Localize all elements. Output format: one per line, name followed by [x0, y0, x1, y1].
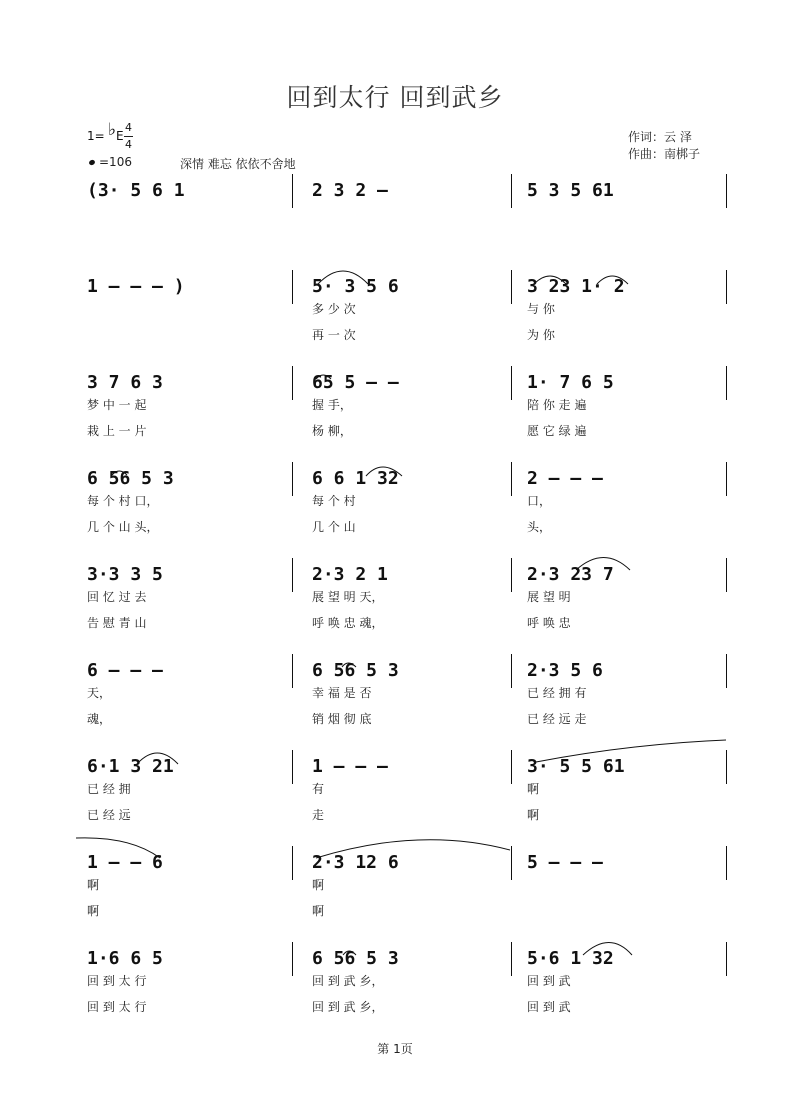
- bar-line: [726, 462, 727, 496]
- song-title: 回到太行 回到武乡: [286, 83, 504, 112]
- lyric-verse-2: 已 经 远 走: [527, 712, 587, 726]
- lyric-verse-1: 展 望 明: [527, 590, 571, 604]
- note-sequence: 2·3 5 6: [527, 660, 603, 681]
- lyric-verse-1: 每 个 村: [312, 494, 356, 508]
- lyric-verse-2: 杨 柳，: [312, 424, 352, 438]
- lyric-verse-1: 展 望 明 天，: [312, 590, 384, 604]
- note-sequence: 3·3 3 5: [87, 564, 163, 585]
- note-sequence: 5 3 5 61: [527, 180, 614, 201]
- note-sequence: 1· 7 6 5: [527, 372, 614, 393]
- bar-line: [292, 846, 293, 880]
- quarter-note-icon: [88, 159, 96, 166]
- note-sequence: (3· 5 6 1: [87, 180, 185, 201]
- lyric-verse-2: 啊: [527, 808, 540, 822]
- note-sequence: 3· 5 5 61: [527, 756, 625, 777]
- note-sequence: 3 7 6 3: [87, 372, 163, 393]
- bar-line: [511, 174, 512, 208]
- bar-line: [511, 270, 512, 304]
- bar-line: [292, 558, 293, 592]
- lyric-verse-2: 为 你: [527, 328, 555, 342]
- note-sequence: 1 – – 6: [87, 852, 163, 873]
- bar-line: [726, 174, 727, 208]
- note-sequence: 1 – – – ): [87, 276, 185, 297]
- bar-line: [511, 846, 512, 880]
- lyric-verse-2: 回 到 太 行: [87, 1000, 147, 1014]
- lyric-verse-1: 天，: [87, 686, 112, 700]
- bar-line: [511, 462, 512, 496]
- bar-line: [292, 462, 293, 496]
- lyric-verse-2: 栽 上 一 片: [87, 424, 147, 438]
- lyric-verse-2: 回 到 武 乡，: [312, 1000, 384, 1014]
- lyric-verse-1: 回 忆 过 去: [87, 590, 147, 604]
- note-sequence: 5· 3 5 6: [312, 276, 399, 297]
- bar-line: [726, 942, 727, 976]
- composer-credit: 作曲：南梆子: [628, 147, 701, 161]
- bar-line: [511, 558, 512, 592]
- bar-line: [511, 366, 512, 400]
- flat-icon: ♭: [108, 120, 117, 140]
- time-denominator: 4: [125, 138, 132, 151]
- lyric-verse-2: 啊: [87, 904, 100, 918]
- key-one: 1=: [87, 129, 105, 143]
- lyric-verse-1: 已 经 拥: [87, 782, 131, 796]
- bar-line: [726, 654, 727, 688]
- note-sequence: 6 – – –: [87, 660, 163, 681]
- expression-mark: 深情 难忘 依依不舍地: [180, 157, 296, 171]
- lyric-verse-1: 陪 你 走 遍: [527, 398, 587, 412]
- lyricist-credit: 作词：云 泽: [628, 130, 692, 144]
- lyric-verse-2: 再 一 次: [312, 328, 356, 342]
- lyric-verse-2: 已 经 远: [87, 808, 131, 822]
- lyric-verse-2: 走: [312, 808, 325, 822]
- lyric-verse-1: 啊: [87, 878, 100, 892]
- lyric-verse-2: 几 个 山: [312, 520, 356, 534]
- note-sequence: 2·3 23 7: [527, 564, 614, 585]
- note-sequence: 6 6 1 32: [312, 468, 399, 489]
- bar-line: [726, 750, 727, 784]
- bar-line: [726, 366, 727, 400]
- lyric-verse-1: 回 到 太 行: [87, 974, 147, 988]
- note-sequence: 6 56 5 3: [87, 468, 174, 489]
- note-sequence: 5 – – –: [527, 852, 603, 873]
- bar-line: [511, 654, 512, 688]
- bar-line: [292, 942, 293, 976]
- lyric-verse-2: 魂，: [87, 712, 112, 726]
- note-sequence: 3 23 1· 2: [527, 276, 625, 297]
- key-letter: E: [116, 129, 124, 143]
- lyric-verse-1: 多 少 次: [312, 302, 356, 316]
- lyric-verse-2: 告 慰 青 山: [87, 616, 147, 630]
- note-sequence: 2 – – –: [527, 468, 603, 489]
- lyric-verse-1: 回 到 武 乡，: [312, 974, 384, 988]
- time-divider: [124, 136, 133, 137]
- note-sequence: 1 – – –: [312, 756, 388, 777]
- note-sequence: 6·1 3 21: [87, 756, 174, 777]
- bar-line: [292, 366, 293, 400]
- lyric-verse-2: 头，: [527, 520, 552, 534]
- lyric-verse-1: 回 到 武: [527, 974, 571, 988]
- tempo-mark: =106: [99, 155, 132, 169]
- lyric-verse-1: 握 手，: [312, 398, 352, 412]
- note-sequence: 65 5 – –: [312, 372, 399, 393]
- note-sequence: 1·6 6 5: [87, 948, 163, 969]
- lyric-verse-2: 销 烟 彻 底: [312, 712, 372, 726]
- note-sequence: 2·3 2 1: [312, 564, 388, 585]
- bar-line: [292, 654, 293, 688]
- bar-line: [292, 750, 293, 784]
- note-sequence: 6 56 5 3: [312, 948, 399, 969]
- lyric-verse-1: 啊: [312, 878, 325, 892]
- lyric-verse-1: 梦 中 一 起: [87, 398, 147, 412]
- note-sequence: 2·3 12 6: [312, 852, 399, 873]
- bar-line: [292, 174, 293, 208]
- lyric-verse-1: 每 个 村 口，: [87, 494, 159, 508]
- lyric-verse-1: 有: [312, 782, 325, 796]
- lyric-verse-1: 与 你: [527, 302, 555, 316]
- lyric-verse-1: 口，: [527, 494, 552, 508]
- bar-line: [292, 270, 293, 304]
- bar-line: [726, 846, 727, 880]
- note-sequence: 5·6 1 32: [527, 948, 614, 969]
- lyric-verse-2: 回 到 武: [527, 1000, 571, 1014]
- lyric-verse-2: 呼 唤 忠 魂，: [312, 616, 384, 630]
- time-numerator: 4: [125, 121, 132, 134]
- note-sequence: 6 56 5 3: [312, 660, 399, 681]
- key-signature: [87, 122, 147, 158]
- lyric-verse-1: 啊: [527, 782, 540, 796]
- lyric-verse-2: 啊: [312, 904, 325, 918]
- bar-line: [726, 558, 727, 592]
- note-sequence: 2 3 2 –: [312, 180, 388, 201]
- lyric-verse-2: 愿 它 绿 遍: [527, 424, 587, 438]
- lyric-verse-2: 呼 唤 忠: [527, 616, 571, 630]
- lyric-verse-2: 几 个 山 头，: [87, 520, 159, 534]
- page-number: 第 1页: [377, 1042, 413, 1056]
- bar-line: [511, 750, 512, 784]
- bar-line: [511, 942, 512, 976]
- lyric-verse-1: 已 经 拥 有: [527, 686, 587, 700]
- bar-line: [726, 270, 727, 304]
- lyric-verse-1: 幸 福 是 否: [312, 686, 372, 700]
